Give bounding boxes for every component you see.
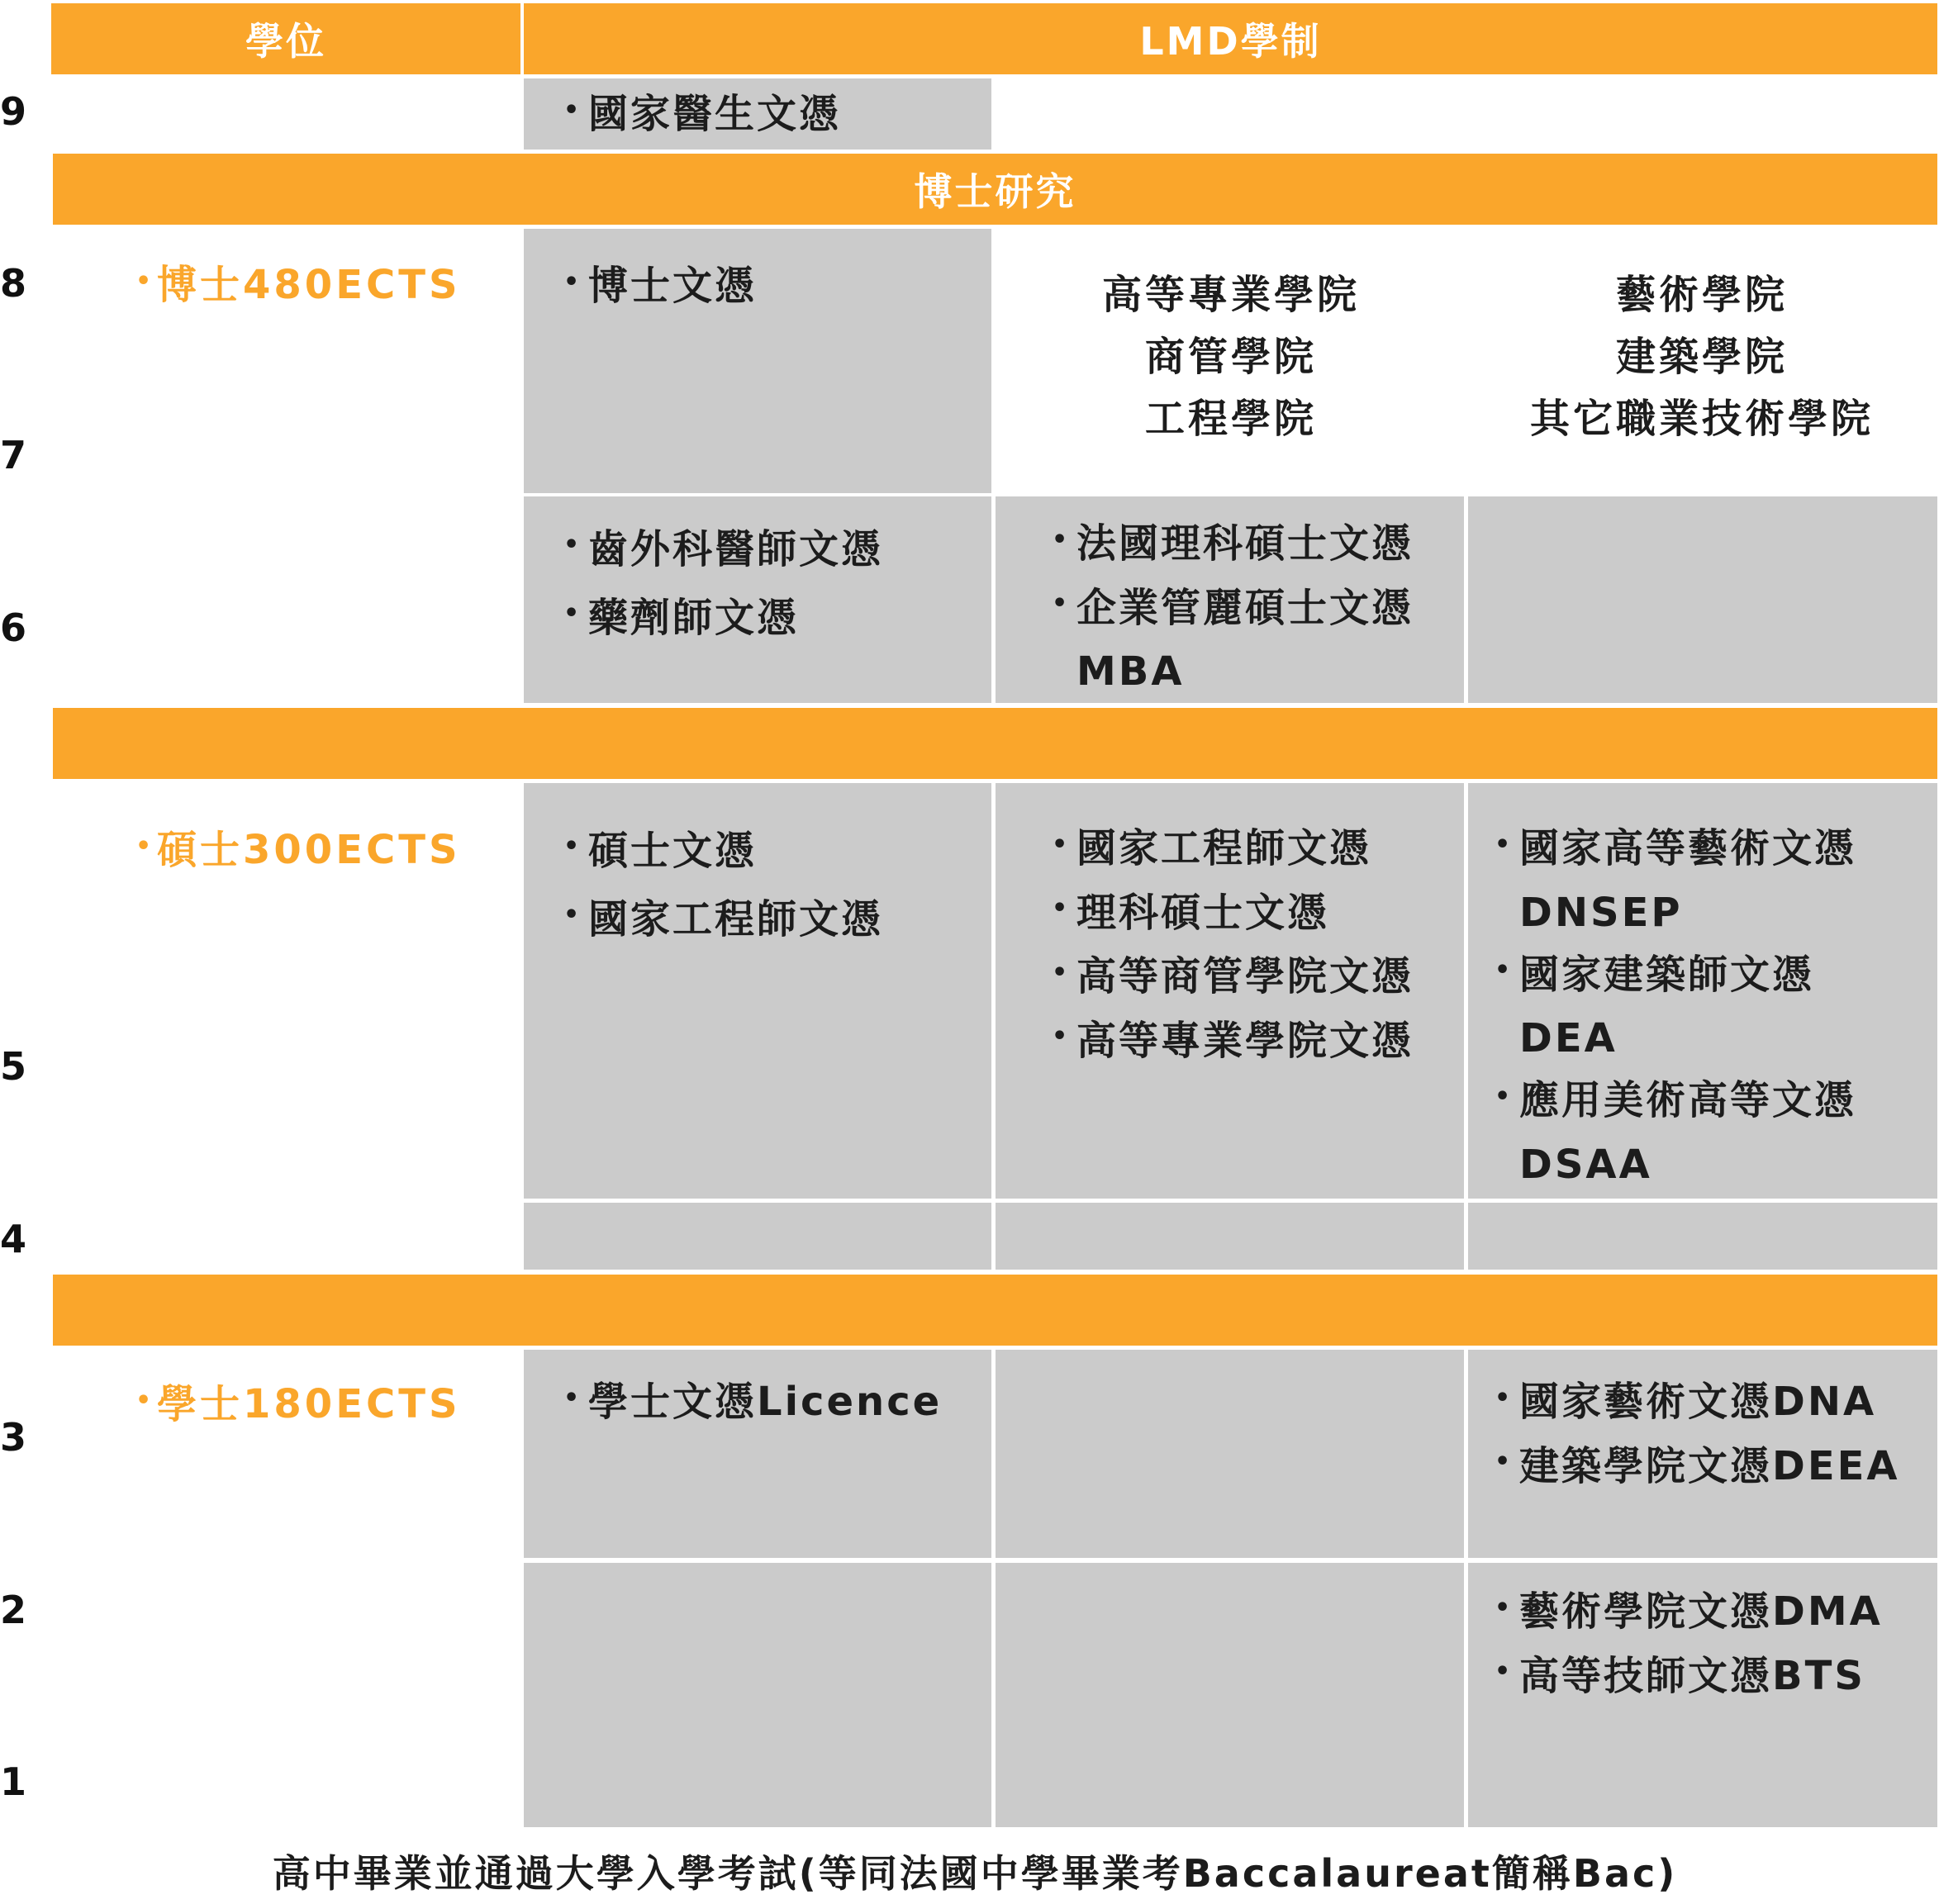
year4-university-cell: [524, 1203, 991, 1270]
year6-university-cell: [524, 496, 991, 703]
item-text: 理科碩士文憑: [1076, 889, 1330, 936]
degree-header: [51, 3, 520, 74]
bullet-icon: •: [1052, 525, 1071, 554]
bullet-icon: •: [563, 530, 582, 559]
school-name: 商管學院: [1144, 334, 1317, 380]
bachelor-ects-label: [135, 1372, 461, 1429]
bullet-icon: •: [563, 95, 582, 125]
master-mid-cell: [996, 783, 1464, 1199]
bachelor-right-cell: [1468, 1350, 1937, 1558]
item-text: DNSEP: [1519, 889, 1683, 936]
item-text: MBA: [1076, 648, 1185, 695]
list-item: [563, 886, 883, 955]
year6-right-cell: [1468, 496, 1937, 703]
bullet-icon: •: [1052, 829, 1071, 859]
item-text: DEA: [1519, 1015, 1618, 1061]
bullet-icon: •: [563, 832, 582, 861]
item-text: 國家工程師文憑: [588, 896, 884, 943]
schools-header-mid: [1008, 264, 1454, 450]
bullet-icon: •: [135, 266, 155, 296]
year9-university-list: [563, 83, 841, 148]
bullet-icon: •: [1495, 1593, 1514, 1622]
master-right-cell: [1468, 783, 1937, 1199]
list-item: [1495, 1436, 1900, 1500]
list-item: [563, 1371, 942, 1436]
item-text: 博士文憑: [588, 263, 758, 309]
year-label-3: 3: [0, 1415, 27, 1460]
item-text: DSAA: [1519, 1141, 1652, 1188]
list-item: [1052, 882, 1414, 947]
item-text: 藝術學院文憑DMA: [1519, 1588, 1883, 1635]
list-item: [1495, 1070, 1856, 1134]
year2-university-cell: [524, 1563, 991, 1827]
school-name: 工程學院: [1144, 396, 1317, 442]
master-ects-label: [135, 818, 461, 875]
item-text: 建築學院文憑DEEA: [1519, 1442, 1900, 1489]
doctorate-university-list: [563, 255, 757, 320]
list-item: [563, 585, 883, 653]
list-item: [1052, 946, 1414, 1010]
item-text: 法國理科碩士文憑: [1076, 520, 1414, 567]
list-item: [1495, 882, 1856, 944]
item-text: 齒外科醫師文憑: [588, 526, 884, 572]
bullet-icon: •: [1052, 1022, 1071, 1051]
year2-right-cell: [1468, 1563, 1937, 1827]
item-text: 國家工程師文憑: [1076, 825, 1372, 871]
school-name: 建築學院: [1615, 334, 1788, 380]
year-label-8: 8: [0, 261, 27, 306]
year4-right-cell: [1468, 1203, 1937, 1270]
bullet-icon: •: [563, 599, 582, 628]
ects-text: 碩士300ECTS: [157, 827, 461, 873]
item-text: 高等技師文憑BTS: [1519, 1652, 1865, 1699]
ects-text: 博士480ECTS: [157, 262, 461, 308]
bullet-icon: •: [1495, 1081, 1514, 1111]
school-name: 高等專業學院: [1101, 272, 1360, 318]
bullet-icon: •: [563, 1383, 582, 1413]
item-text: 國家藝術文憑DNA: [1519, 1379, 1877, 1425]
bullet-icon: •: [1495, 1447, 1514, 1476]
item-text: 藥劑師文憑: [588, 595, 800, 641]
year-label-9: 9: [0, 89, 27, 134]
list-item: [563, 83, 841, 148]
separator-band: [53, 708, 1937, 779]
doctoral-study-band: [53, 154, 1937, 225]
year6-mid-cell: [996, 496, 1464, 703]
bullet-icon: •: [1052, 894, 1071, 923]
bullet-icon: •: [563, 267, 582, 297]
footer-text: 高中畢業並通過大學入學考試(等同法國中學畢業考Baccalaureat簡稱Bac): [272, 1851, 1678, 1896]
list-item: [1495, 818, 1856, 882]
list-item: [563, 818, 883, 886]
doctorate-ects-label: [135, 253, 461, 310]
bullet-icon: •: [1495, 829, 1514, 859]
year-label-1: 1: [0, 1759, 27, 1804]
list-item: [1052, 513, 1414, 577]
school-name: 其它職業技術學院: [1529, 396, 1874, 442]
year2-mid-cell: [996, 1563, 1464, 1827]
bullet-icon: •: [1495, 1657, 1514, 1686]
bullet-icon: •: [1495, 956, 1514, 985]
list-item: [1495, 1581, 1883, 1645]
bachelor-right-list: [1495, 1371, 1900, 1499]
master-mid-list: [1052, 818, 1414, 1074]
item-text: 企業管麗碩士文憑: [1076, 584, 1414, 631]
separator-band: [53, 1275, 1937, 1346]
item-text: 國家高等藝術文憑: [1519, 825, 1857, 871]
list-item: [1052, 577, 1414, 642]
bullet-icon: •: [1052, 589, 1071, 618]
year6-mid-list: [1052, 513, 1414, 703]
bachelor-mid-cell: [996, 1350, 1464, 1558]
school-name: 藝術學院: [1615, 272, 1788, 318]
list-item: [1495, 1645, 1883, 1710]
item-text: 高等專業學院文憑: [1076, 1017, 1414, 1064]
year4-mid-cell: [996, 1203, 1464, 1270]
master-university-list: [563, 818, 883, 955]
doctorate-university-cell: [524, 229, 991, 493]
ects-text: 學士180ECTS: [157, 1381, 461, 1427]
master-university-cell: [524, 783, 991, 1199]
doctoral-study-label: 博士研究: [914, 169, 1076, 214]
bachelor-university-cell: [524, 1350, 991, 1558]
year-label-2: 2: [0, 1588, 27, 1632]
degree-header-label: 學位: [245, 19, 326, 64]
year-label-7: 7: [0, 433, 27, 477]
lmd-header-label: LMD學制: [1139, 19, 1322, 64]
year9-university-cell: [524, 78, 991, 150]
year-label-6: 6: [0, 605, 27, 650]
bullet-icon: •: [135, 831, 155, 861]
item-text: 高等商管學院文憑: [1076, 953, 1414, 999]
year2-right-list: [1495, 1581, 1883, 1709]
list-item: [1495, 1134, 1856, 1196]
item-text: 國家醫生文憑: [588, 91, 842, 137]
bullet-icon: •: [1495, 1383, 1514, 1413]
year6-university-list: [563, 516, 883, 653]
item-text: 應用美術高等文憑: [1519, 1077, 1857, 1123]
list-item: [1495, 944, 1856, 1009]
year-label-4: 4: [0, 1217, 27, 1261]
list-item: [1052, 1010, 1414, 1075]
list-item: [1495, 1008, 1856, 1070]
list-item: [1495, 1371, 1900, 1436]
list-item: [1052, 641, 1414, 703]
year-label-5: 5: [0, 1044, 27, 1089]
bullet-icon: •: [1052, 957, 1071, 987]
bullet-icon: •: [135, 1385, 155, 1415]
list-item: [1052, 818, 1414, 882]
item-text: 國家建築師文憑: [1519, 951, 1815, 998]
item-text: 學士文憑Licence: [588, 1379, 943, 1425]
bullet-icon: •: [563, 900, 582, 929]
list-item: [563, 516, 883, 585]
schools-header-right: [1466, 264, 1937, 450]
list-item: [563, 255, 757, 320]
item-text: 碩士文憑: [588, 828, 758, 874]
master-right-list: [1495, 818, 1856, 1196]
lmd-header: [524, 3, 1937, 74]
bachelor-university-list: [563, 1371, 942, 1436]
